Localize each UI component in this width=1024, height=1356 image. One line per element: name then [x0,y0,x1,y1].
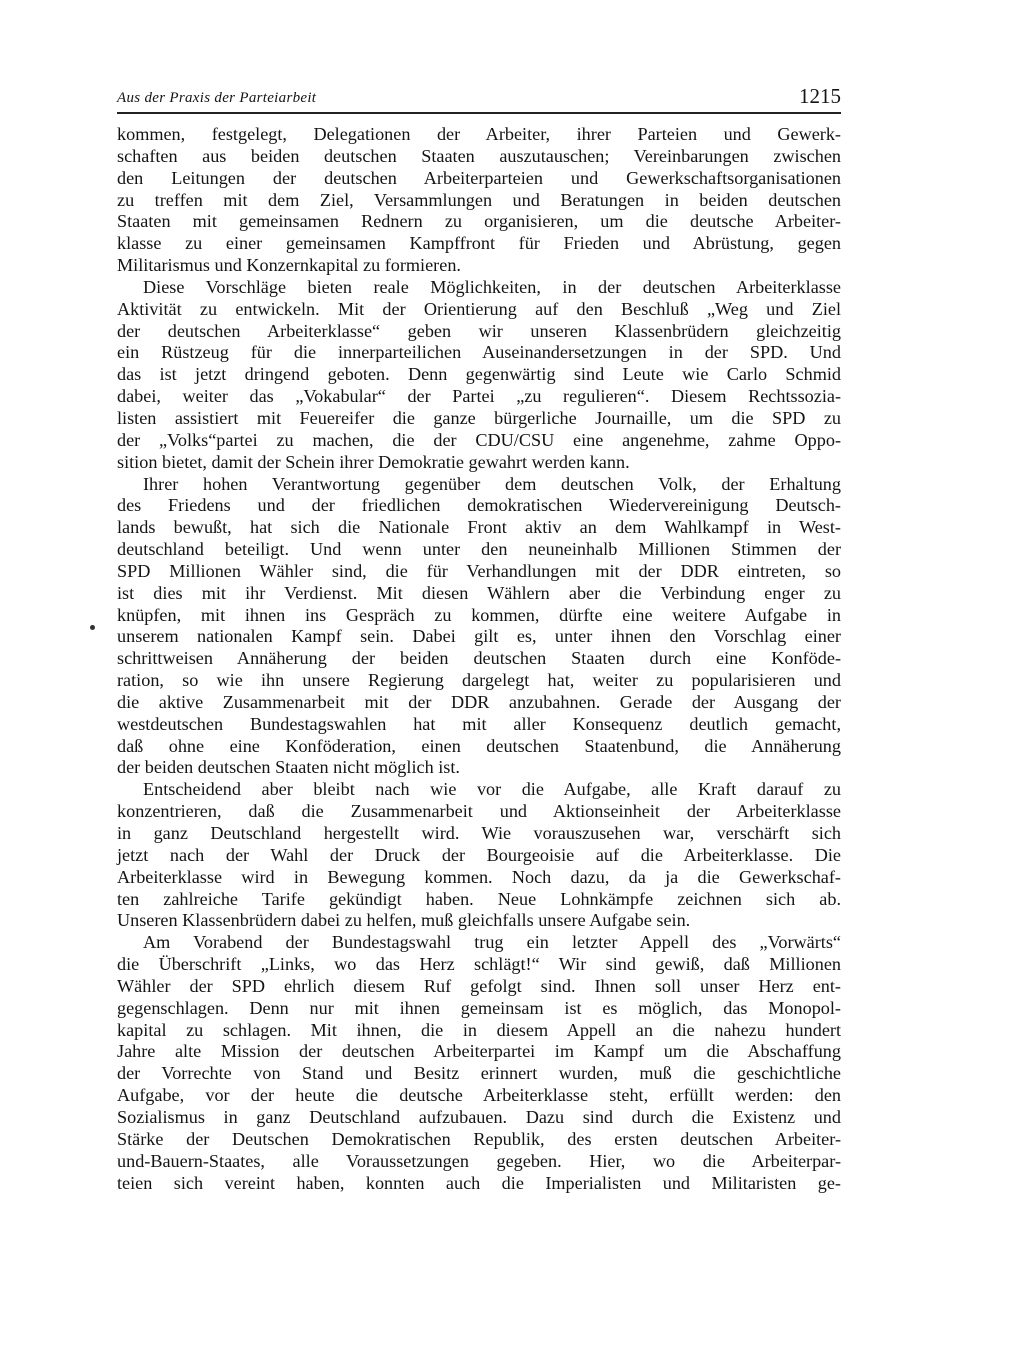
text-line: Jahre alte Mission der deutschen Arbeiterpartei im Kampf um die Abschaffung [117,1041,841,1062]
text-line: Staaten mit gemeinsamen Rednern zu organisieren, um die deutsche Arbeiter- [117,211,841,232]
text-line: ten zahlreiche Tarife gekündigt haben. Neue Lohnkämpfe zeichnen sich ab. [117,888,841,909]
text-line: ist dies mit ihr Verdienst. Mit diesen Wählern aber die Verbindung enger zu [117,582,841,603]
text-line: der beiden deutschen Staaten nicht möglich ist. [117,757,460,778]
paragraph [117,779,841,932]
text-line: gegenschlagen. Denn nur mit ihnen gemeinsam ist es möglich, das Monopol- [117,997,841,1018]
text-line: Arbeiterklasse wird in Bewegung kommen. Noch dazu, da ja die Gewerkschaf- [117,866,841,887]
text-line: Wähler der SPD ehrlich diesem Ruf gefolgt sind. Ihnen soll unser Herz ent- [117,975,841,996]
text-line: konzentrieren, daß die Zusammenarbeit und Aktionseinheit der Arbeiterklasse [117,801,841,822]
text-line: Am Vorabend der Bundestagswahl trug ein letzter Appell des „Vorwärts“ [143,932,841,953]
text-line: daß ohne eine Konföderation, einen deutschen Staatenbund, die Annäherung [117,735,841,756]
paragraph [117,277,841,474]
text-line: kommen, festgelegt, Delegationen der Arbeiter, ihrer Parteien und Gewerk- [117,124,841,144]
header-rule [117,112,841,114]
text-line: Diese Vorschläge bieten reale Möglichkeiten, in der deutschen Arbeiterklasse [143,276,841,297]
text-line: und-Bauern-Staates, alle Voraussetzungen gegeben. Hier, wo die Arbeiterpar- [117,1150,841,1171]
text-line: Unseren Klassenbrüdern dabei zu helfen, muß gleichfalls unsere Aufgabe sein. [117,910,691,931]
text-line: Aufgabe, vor der heute die deutsche Arbeiterklasse steht, erfüllt werden: den [117,1085,841,1106]
margin-mark [90,625,95,630]
text-line: klasse zu einer gemeinsamen Kampffront für Frieden und Abrüstung, gegen [117,233,841,254]
text-line: sition bietet, damit der Schein ihrer Demokratie gewahrt werden kann. [117,451,630,472]
text-line: der „Volks“partei zu machen, die der CDU/CSU eine angenehme, zahme Oppo- [117,429,841,450]
text-line: jetzt nach der Wahl der Druck der Bourgeoisie auf die Arbeiterklasse. Die [117,844,841,865]
body-text [117,124,841,1194]
text-line: Aktivität zu entwickeln. Mit der Orientierung auf den Beschluß „Weg und Ziel [117,298,841,319]
text-line: lands bewußt, hat sich die Nationale Front aktiv an dem Wahlkampf in West- [117,517,841,538]
text-line: deutschland beteiligt. Und wenn unter den neuneinhalb Millionen Stimmen der [117,539,841,560]
text-line: zu treffen mit dem Ziel, Versammlungen und Beratungen in beiden deutschen [117,189,841,210]
text-line: Stärke der Deutschen Demokratischen Republik, des ersten deutschen Arbeiter- [117,1128,841,1149]
text-line: der deutschen Arbeiterklasse“ geben wir unseren Klassenbrüdern gleichzeitig [117,320,841,341]
text-line: ein Rüstzeug für die innerparteilichen Auseinandersetzungen in der SPD. Und [117,342,841,363]
text-line: Sozialismus in ganz Deutschland aufzubauen. Dazu sind durch die Existenz und [117,1106,841,1127]
text-line: westdeutschen Bundestagswahlen hat mit aller Konsequenz deutlich gemacht, [117,713,841,734]
text-line: teien sich vereint haben, konnten auch die Imperialisten und Militaristen ge- [117,1172,841,1193]
text-line: knüpfen, mit ihnen ins Gespräch zu kommen, dürfte eine weitere Aufgabe in [117,604,841,625]
text-line: Entscheidend aber bleibt nach wie vor die Aufgabe, alle Kraft darauf zu [143,779,841,800]
text-line: dabei, weiter das „Vokabular“ der Partei „zu regulieren“. Diesem Rechtssozia- [117,386,841,407]
text-line: kapital zu schlagen. Mit ihnen, die in diesem Appell an die nahezu hundert [117,1019,841,1040]
text-line: des Friedens und der friedlichen demokratischen Wiedervereinigung Deutsch- [117,495,841,516]
running-title: Aus der Praxis der Parteiarbeit [117,90,317,106]
text-line: schrittweisen Annäherung der beiden deutschen Staaten durch eine Konföde- [117,648,841,669]
text-line: die aktive Zusammenarbeit mit der DDR anzubahnen. Gerade der Ausgang der [117,691,841,712]
text-line: Militarismus und Konzernkapital zu formieren. [117,255,461,276]
text-line: SPD Millionen Wähler sind, die für Verhandlungen mit der DDR eintreten, so [117,560,841,581]
paragraph [117,124,841,277]
text-line: das ist jetzt dringend geboten. Denn gegenwärtig sind Leute wie Carlo Schmid [117,364,841,385]
text-line: ration, so wie ihn unsere Regierung dargelegt hat, weiter zu popularisieren und [117,670,841,691]
paragraph [117,932,841,1194]
text-line: listen assistiert mit Feuereifer die ganze bürgerliche Journaille, um die SPD zu [117,407,841,428]
text-line: unserem nationalen Kampf sein. Dabei gilt es, unter ihnen den Vorschlag einer [117,626,841,647]
text-line: die Überschrift „Links, wo das Herz schlägt!“ Wir sind gewiß, daß Millionen [117,954,841,975]
text-line: der Vorrechte von Stand und Besitz erinnert wurden, muß die geschichtliche [117,1063,841,1084]
paragraph [117,474,841,780]
page-number: 1215 [799,84,841,108]
text-line: Ihrer hohen Verantwortung gegenüber dem deutschen Volk, der Erhaltung [143,473,841,494]
text-line: schaften aus beiden deutschen Staaten auszutauschen; Vereinbarungen zwischen [117,145,841,166]
text-line: in ganz Deutschland hergestellt wird. Wie vorauszusehen war, verschärft sich [117,823,841,843]
text-line: den Leitungen der deutschen Arbeiterparteien und Gewerkschaftsorganisationen [117,167,841,188]
